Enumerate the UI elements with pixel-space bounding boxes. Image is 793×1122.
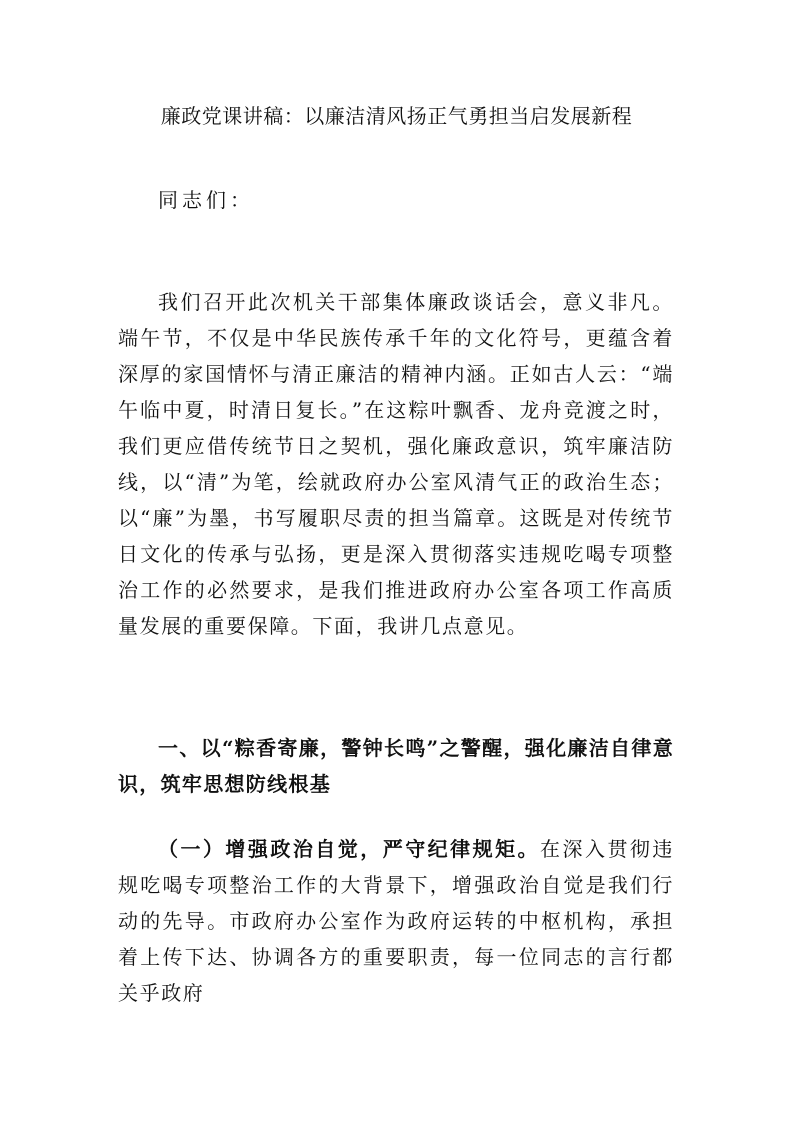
subsection-lead-1: （一）增强政治自觉，严守纪律规矩。 <box>158 837 541 861</box>
section-heading-1: 一、以“粽香寄廉，警钟长鸣”之警醒，强化廉洁自律意识，筑牢思想防线根基 <box>118 736 674 796</box>
greeting: 同志们： <box>158 188 254 212</box>
paragraph-intro: 我们召开此次机关干部集体廉政谈话会，意义非凡。端午节，不仅是中华民族传承千年的文化符号，更蕴含着深厚的家国情怀与清正廉洁的精神内涵。正如古人云：“端午临中夏，时清日复长。”在这粽叶飘香、龙舟竞渡之时，我们更应借传统节日之契机，强化廉政意识，筑牢廉洁防线，以“清”为笔，绘就政府办公室风清气正的政治生态；以“廉”为墨，书写履职尽责的担当篇章。这既是对传统节日文化的传承与弘扬，更是深入贯彻落实违规吃喝专项整治工作的必然要求，是我们推进政府办公室各项工作高质量发展的重要保障。下面，我讲几点意见。 <box>118 290 674 638</box>
subsection-paragraph-1 <box>118 831 674 1011</box>
subsection-text-1: 在深入贯彻违规吃喝专项整治工作的大背景下，增强政治自觉是我们行动的先导。市政府办公室作为政府运转的中枢机构，承担着上传下达、协调各方的重要职责，每一位同志的言行都关乎政府 <box>118 837 674 1005</box>
document-title: 廉政党课讲稿：以廉洁清风扬正气勇担当启发展新程 <box>160 104 633 128</box>
